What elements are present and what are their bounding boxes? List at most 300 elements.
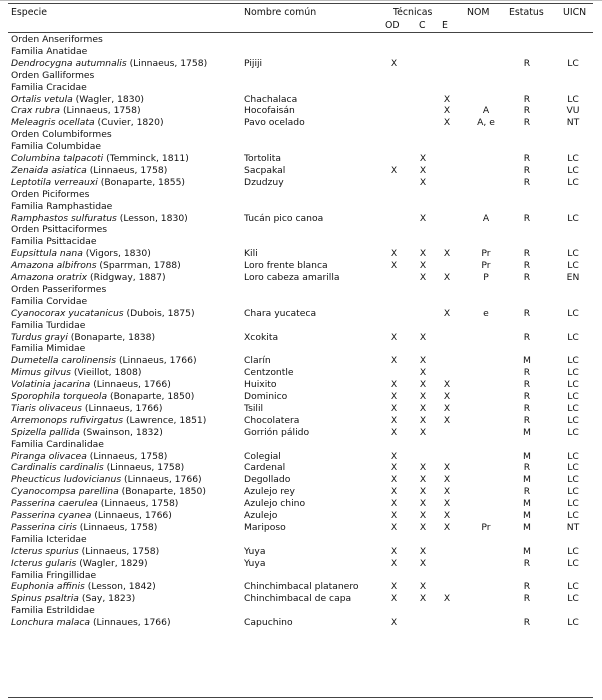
common-name: Tucán pico canoa — [244, 212, 324, 224]
authority: (Linnaeus, 1766) — [90, 379, 171, 391]
authority: (Linnaeus, 1758) — [86, 164, 168, 176]
nom-status: A, e — [477, 117, 495, 129]
species-name — [11, 415, 206, 427]
common-name: Dzudzuy — [244, 176, 284, 188]
estatus: R — [523, 414, 531, 426]
uicn-status: LC — [567, 367, 579, 379]
group-row — [8, 605, 593, 617]
uicn-status: LC — [567, 557, 579, 569]
group-label: Familia Ramphastidae — [11, 200, 113, 212]
estatus: M — [523, 510, 531, 521]
group-row — [8, 534, 593, 546]
authority: (Ridgway, 1887) — [87, 272, 166, 283]
group-row — [8, 570, 593, 582]
authority: (Linnaeus, 1766) — [116, 355, 197, 367]
technique-od: X — [390, 426, 398, 438]
authority: (Vigors, 1830) — [82, 248, 151, 260]
technique-od: X — [390, 260, 398, 272]
estatus: R — [523, 117, 531, 129]
top-edge — [0, 0, 602, 1]
common-name: Hocofaisán — [244, 105, 295, 117]
scientific-name: Crax rubra — [11, 105, 61, 117]
authority: (Bonaparte, 1838) — [67, 331, 156, 343]
uicn-status: LC — [567, 498, 579, 510]
species-row — [8, 510, 593, 522]
estatus: R — [523, 486, 531, 498]
uicn-status: EN — [566, 272, 580, 283]
scientific-name: Eupsittula nana — [11, 248, 83, 260]
species-row — [8, 94, 593, 106]
uicn-status: LC — [567, 57, 579, 69]
estatus: R — [523, 331, 531, 343]
uicn-status: LC — [567, 402, 579, 414]
common-name: Azulejo rey — [244, 486, 295, 498]
group-label: Orden Passeriformes — [11, 283, 107, 295]
common-name: Pijiji — [244, 57, 263, 69]
species-row — [8, 379, 593, 391]
species-name — [11, 510, 172, 522]
common-name: Azulejo chino — [244, 498, 306, 510]
scientific-name: Leptotila verreauxi — [11, 176, 98, 188]
authority: (Linnaeus, 1758) — [126, 57, 208, 69]
header-uicn: UICN — [563, 7, 587, 18]
estatus: R — [523, 581, 531, 593]
common-name: Chinchimbacal de capa — [244, 593, 352, 605]
common-name: Tsilil — [244, 402, 264, 414]
estatus: R — [523, 391, 531, 402]
uicn-status: LC — [567, 93, 579, 105]
species-row — [8, 260, 593, 272]
common-name: Sacpakal — [244, 164, 286, 176]
authority: (Bonaparte, 1855) — [97, 176, 186, 188]
technique-c: X — [419, 474, 427, 486]
technique-od: X — [390, 545, 398, 557]
estatus: M — [523, 474, 531, 486]
uicn-status: LC — [567, 462, 579, 474]
common-name: Chachalaca — [244, 93, 298, 105]
authority: (Bonaparte, 1850) — [118, 486, 206, 498]
header-especie: Especie — [11, 7, 48, 18]
estatus: R — [523, 617, 531, 629]
scientific-name: Arremonops rufivirgatus — [11, 414, 124, 426]
common-name: Colegial — [244, 450, 281, 462]
species-name — [11, 581, 156, 593]
common-name: Loro cabeza amarilla — [244, 272, 340, 283]
group-row — [8, 129, 593, 141]
estatus: R — [523, 57, 531, 69]
estatus: M — [523, 355, 531, 367]
header-od: OD — [385, 20, 400, 31]
authority: (Sparrman, 1788) — [96, 260, 181, 272]
header-nombre-comun: Nombre común — [244, 7, 317, 18]
scientific-name: Turdus grayi — [11, 331, 68, 343]
common-name: Chara yucateca — [244, 307, 317, 319]
species-row — [8, 617, 593, 629]
technique-e: X — [443, 117, 451, 129]
species-name — [11, 58, 207, 70]
species-row — [8, 486, 593, 498]
header-c: C — [419, 20, 426, 31]
technique-od: X — [390, 391, 398, 402]
technique-c: X — [419, 153, 427, 164]
common-name: Centzontle — [244, 367, 294, 379]
estatus: R — [523, 557, 531, 569]
group-row — [8, 236, 593, 248]
common-name: Kili — [244, 248, 258, 260]
authority: (Lesson, 1830) — [116, 212, 188, 224]
header-nom: NOM — [467, 7, 490, 18]
species-row — [8, 177, 593, 189]
uicn-status: LC — [567, 176, 579, 188]
estatus: M — [523, 450, 531, 462]
group-row — [8, 284, 593, 296]
estatus: R — [523, 402, 531, 414]
estatus: R — [523, 93, 531, 105]
uicn-status: LC — [567, 391, 579, 402]
common-name: Clarín — [244, 355, 271, 367]
uicn-status: LC — [567, 545, 579, 557]
nom-status: Pr — [481, 260, 491, 272]
uicn-status: LC — [567, 379, 579, 391]
technique-c: X — [419, 510, 427, 521]
authority: (Linnaeus, 1758) — [103, 462, 185, 474]
estatus: R — [523, 212, 531, 224]
species-row — [8, 248, 593, 260]
scientific-name: Cyanocorax yucatanicus — [11, 307, 124, 319]
scientific-name: Cardinalis cardinalis — [11, 462, 104, 474]
technique-od: X — [390, 402, 398, 414]
technique-od: X — [390, 474, 398, 486]
technique-e: X — [443, 248, 451, 260]
technique-c: X — [419, 164, 427, 176]
header-tecnicas: Técnicas — [393, 7, 433, 18]
estatus: M — [523, 545, 531, 557]
technique-od: X — [390, 498, 398, 510]
technique-e: X — [443, 272, 451, 283]
species-row — [8, 498, 593, 510]
scientific-name: Dumetella carolinensis — [11, 355, 117, 367]
authority: (Linnaeus, 1758) — [60, 105, 141, 117]
species-row — [8, 272, 593, 284]
species-name — [11, 486, 206, 498]
authority: (Linnaeus, 1758) — [76, 521, 158, 533]
nom-status: A — [482, 105, 490, 117]
species-row — [8, 522, 593, 534]
technique-od: X — [390, 521, 398, 533]
authority: (Cuvier, 1820) — [94, 117, 164, 129]
technique-e: X — [443, 93, 451, 105]
species-row — [8, 153, 593, 165]
uicn-status: LC — [567, 248, 579, 260]
group-label: Familia Psittacidae — [11, 236, 97, 248]
technique-od: X — [390, 379, 398, 391]
species-row — [8, 474, 593, 486]
authority: (Bonaparte, 1850) — [107, 391, 195, 402]
technique-od: X — [390, 617, 398, 629]
technique-e: X — [443, 414, 451, 426]
species-row — [8, 427, 593, 439]
technique-od: X — [390, 510, 398, 521]
group-label: Familia Cardinalidae — [11, 438, 104, 450]
authority: (Linnaues, 1766) — [90, 617, 171, 629]
species-name — [11, 105, 141, 117]
group-label: Orden Piciformes — [11, 188, 90, 200]
technique-c: X — [419, 545, 427, 557]
technique-c: X — [419, 379, 427, 391]
technique-e: X — [443, 105, 451, 117]
scientific-name: Spizella pallida — [11, 426, 80, 438]
technique-c: X — [419, 462, 427, 474]
species-row — [8, 308, 593, 320]
uicn-status: LC — [567, 450, 579, 462]
species-name — [11, 117, 164, 129]
uicn-status: LC — [567, 593, 579, 605]
group-label: Familia Anatidae — [11, 45, 88, 57]
scientific-name: Lonchura malaca — [11, 617, 91, 629]
estatus: R — [523, 248, 531, 260]
common-name: Chinchimbacal platanero — [244, 581, 359, 593]
group-label: Familia Fringillidae — [11, 569, 97, 581]
group-label: Orden Columbiformes — [11, 129, 112, 141]
scientific-name: Amazona oratrix — [11, 272, 88, 283]
technique-e: X — [443, 474, 451, 486]
authority: (Wagler, 1829) — [76, 557, 148, 569]
species-row — [8, 117, 593, 129]
authority: (Vieillot, 1808) — [70, 367, 142, 379]
technique-c: X — [419, 355, 427, 367]
technique-c: X — [419, 272, 427, 283]
estatus: R — [523, 462, 531, 474]
technique-c: X — [419, 521, 427, 533]
species-row — [8, 165, 593, 177]
scientific-name: Passerina ciris — [11, 521, 77, 533]
technique-e: X — [443, 521, 451, 533]
species-row — [8, 391, 593, 403]
species-name — [11, 248, 151, 260]
uicn-status: LC — [567, 355, 579, 367]
species-name — [11, 522, 157, 534]
technique-od: X — [390, 355, 398, 367]
species-name — [11, 379, 171, 391]
scientific-name: Amazona albifrons — [11, 260, 97, 272]
estatus: R — [523, 176, 531, 188]
common-name: Mariposo — [244, 521, 286, 533]
group-label: Orden Galliformes — [11, 69, 95, 81]
technique-e: X — [443, 379, 451, 391]
scientific-name: Pheucticus ludovicianus — [11, 474, 122, 486]
species-name — [11, 367, 141, 379]
technique-od: X — [390, 486, 398, 498]
technique-od: X — [390, 581, 398, 593]
nom-status: e — [483, 307, 489, 319]
nom-status: P — [483, 272, 489, 283]
technique-od: X — [390, 557, 398, 569]
species-row — [8, 355, 593, 367]
group-row — [8, 201, 593, 213]
authority: (Lesson, 1842) — [84, 581, 156, 593]
species-name — [11, 355, 197, 367]
technique-c: X — [419, 498, 427, 510]
species-name — [11, 462, 184, 474]
species-row — [8, 105, 593, 117]
estatus: R — [523, 153, 531, 164]
group-row — [8, 141, 593, 153]
technique-c: X — [419, 367, 427, 379]
common-name: Yuya — [244, 545, 266, 557]
common-name: Degollado — [244, 474, 291, 486]
header-bottom-rule — [8, 32, 593, 33]
species-row — [8, 593, 593, 605]
technique-e: X — [443, 486, 451, 498]
estatus: M — [523, 521, 531, 533]
scientific-name: Dendrocygna autumnalis — [11, 57, 127, 69]
common-name: Tortolita — [244, 153, 282, 164]
technique-e: X — [443, 462, 451, 474]
estatus: R — [523, 307, 531, 319]
authority: (Dubois, 1875) — [123, 307, 195, 319]
scientific-name: Passerina cyanea — [11, 510, 92, 521]
technique-e: X — [443, 402, 451, 414]
technique-od: X — [390, 414, 398, 426]
scientific-name: Tiaris olivaceus — [11, 402, 82, 414]
group-row — [8, 46, 593, 58]
estatus: R — [523, 105, 531, 117]
technique-c: X — [419, 581, 427, 593]
uicn-status: LC — [567, 164, 579, 176]
species-name — [11, 558, 148, 570]
technique-od: X — [390, 248, 398, 260]
authority: (Linnaeus, 1766) — [121, 474, 202, 486]
group-row — [8, 34, 593, 46]
authority: (Linnaeus, 1758) — [97, 498, 179, 510]
species-name — [11, 332, 155, 344]
estatus: R — [523, 260, 531, 272]
uicn-status: LC — [567, 153, 579, 164]
group-label: Familia Estrildidae — [11, 605, 95, 617]
species-name — [11, 153, 189, 165]
species-name — [11, 593, 135, 605]
technique-e: X — [443, 391, 451, 402]
technique-od: X — [390, 450, 398, 462]
technique-od: X — [390, 462, 398, 474]
common-name: Huixito — [244, 379, 277, 391]
species-name — [11, 546, 159, 558]
uicn-status: NT — [566, 521, 580, 533]
uicn-status: VU — [566, 105, 580, 117]
header-e: E — [442, 20, 448, 31]
scientific-name: Mimus gilvus — [11, 367, 71, 379]
species-row — [8, 558, 593, 570]
technique-c: X — [419, 486, 427, 498]
estatus: R — [523, 367, 531, 379]
technique-c: X — [419, 426, 427, 438]
authority: (Wagler, 1830) — [72, 93, 145, 105]
species-name — [11, 213, 188, 225]
scientific-name: Columbina talpacoti — [11, 153, 104, 164]
table-top-rule — [8, 3, 593, 4]
group-row — [8, 343, 593, 355]
estatus: R — [523, 272, 531, 283]
scientific-name: Icterus spurius — [11, 545, 79, 557]
technique-od: X — [390, 57, 398, 69]
group-label: Familia Icteridae — [11, 533, 87, 545]
scientific-name: Spinus psaltria — [11, 593, 79, 605]
uicn-status: LC — [567, 260, 579, 272]
scientific-name: Passerina caerulea — [11, 498, 98, 510]
species-name — [11, 427, 163, 439]
species-name — [11, 403, 162, 415]
technique-e: X — [443, 307, 451, 319]
nom-status: A — [482, 212, 490, 224]
common-name: Capuchino — [244, 617, 293, 629]
group-label: Familia Columbidae — [11, 141, 102, 153]
scientific-name: Euphonia affinis — [11, 581, 85, 593]
common-name: Yuya — [244, 557, 266, 569]
group-label: Orden Anseriformes — [11, 34, 103, 45]
species-row — [8, 462, 593, 474]
species-name — [11, 94, 144, 106]
authority: (Linnaeus, 1766) — [81, 402, 163, 414]
scientific-name: Zenaida asiatica — [11, 164, 87, 176]
species-name — [11, 474, 202, 486]
scientific-name: Icterus gularis — [11, 557, 77, 569]
header-estatus: Estatus — [509, 7, 544, 18]
technique-c: X — [419, 331, 427, 343]
technique-c: X — [419, 402, 427, 414]
group-row — [8, 189, 593, 201]
species-row — [8, 451, 593, 463]
uicn-status: LC — [567, 414, 579, 426]
technique-c: X — [419, 260, 427, 272]
species-name — [11, 451, 167, 463]
common-name: Xcokita — [244, 331, 279, 343]
technique-c: X — [419, 414, 427, 426]
uicn-status: LC — [567, 474, 579, 486]
technique-od: X — [390, 593, 398, 605]
technique-c: X — [419, 557, 427, 569]
species-row — [8, 546, 593, 558]
uicn-status: LC — [567, 486, 579, 498]
authority: (Temminck, 1811) — [103, 153, 189, 164]
technique-od: X — [390, 331, 398, 343]
scientific-name: Piranga olivacea — [11, 450, 87, 462]
group-row — [8, 70, 593, 82]
uicn-status: LC — [567, 510, 579, 521]
species-row — [8, 367, 593, 379]
common-name: Dominico — [244, 391, 288, 402]
species-row — [8, 415, 593, 427]
scientific-name: Cyanocompsa parellina — [11, 486, 119, 498]
species-name — [11, 260, 181, 272]
common-name: Gorrión pálido — [244, 426, 310, 438]
group-label: Orden Psittaciformes — [11, 224, 108, 236]
uicn-status: LC — [567, 307, 579, 319]
authority: (Swainson, 1832) — [79, 426, 163, 438]
species-name — [11, 272, 166, 284]
estatus: R — [523, 593, 531, 605]
authority: (Linnaeus, 1758) — [86, 450, 168, 462]
estatus: R — [523, 164, 531, 176]
species-name — [11, 617, 171, 629]
species-row — [8, 581, 593, 593]
species-row — [8, 58, 593, 70]
technique-c: X — [419, 176, 427, 188]
uicn-status: LC — [567, 426, 579, 438]
scientific-name: Ortalis vetula — [11, 93, 73, 105]
table-bottom-rule — [8, 697, 593, 698]
estatus: M — [523, 498, 531, 510]
species-name — [11, 177, 185, 189]
